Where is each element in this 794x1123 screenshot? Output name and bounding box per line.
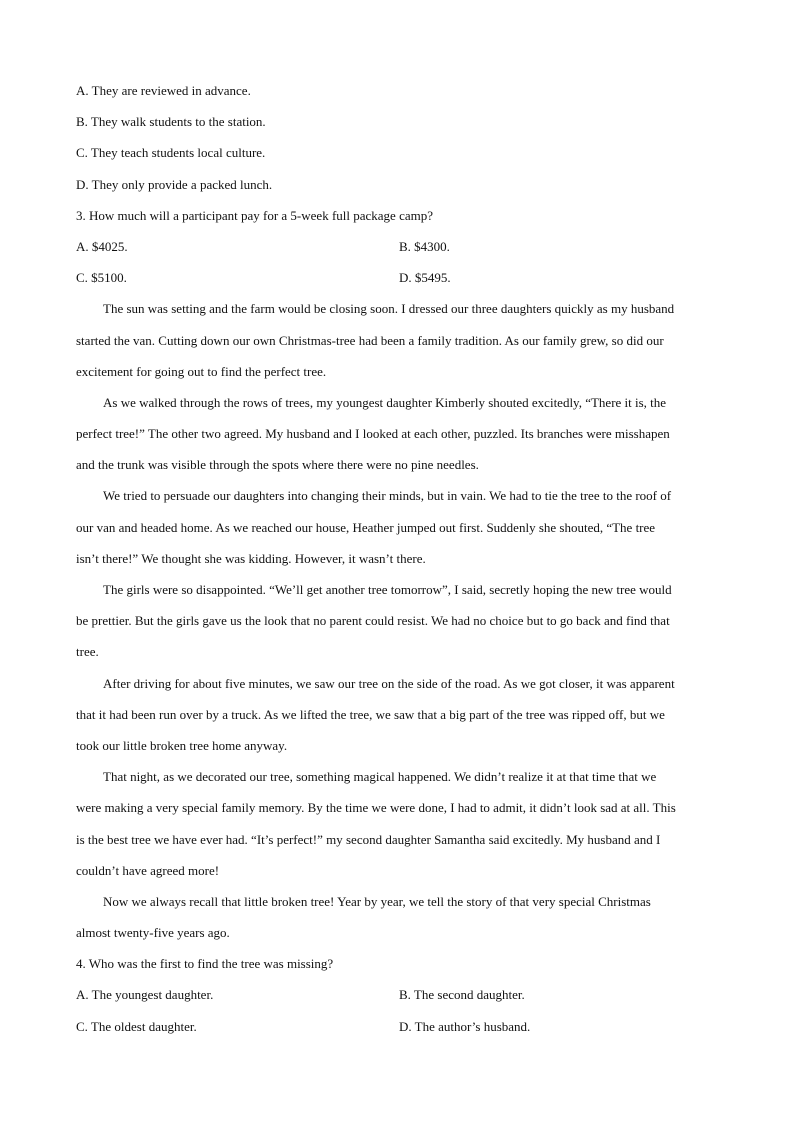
- passage-line: be prettier. But the girls gave us the look that no parent could resist. We had no choice but to go back and find that: [76, 613, 670, 629]
- q2-option-a: A. They are reviewed in advance.: [76, 83, 251, 98]
- passage-line: That night, as we decorated our tree, something magical happened. We didn’t realize it at that time that we: [103, 769, 657, 785]
- passage-line: that it had been run over by a truck. As we lifted the tree, we saw that a big part of the tree was ripped off, but we: [76, 706, 665, 722]
- passage-line: almost twenty-five years ago.: [76, 925, 230, 941]
- q2-option-b: B. They walk students to the station.: [76, 114, 266, 130]
- passage-line: isn’t there!” We thought she was kidding. However, it wasn’t there.: [76, 550, 426, 566]
- passage-line: started the van. Cutting down our own Christmas-tree had been a family tradition. As our family grew, so did our: [76, 332, 664, 348]
- passage-line: and the trunk was visible through the spots where there were no pine needles.: [76, 457, 479, 473]
- q3-option-b: B. $4300.: [399, 238, 450, 254]
- reading-passage: [76, 298, 724, 953]
- passage-line: The sun was setting and the farm would be closing soon. I dressed our three daughters quickly as my husband: [103, 301, 675, 317]
- passage-line: perfect tree!” The other two agreed. My husband and I looked at each other, puzzled. Its branches were misshapen: [76, 426, 670, 442]
- passage-line: were making a very special family memory. By the time we were done, I had to admit, it didn’t look sad at all. This: [76, 800, 676, 816]
- passage-line: As we walked through the rows of trees, my youngest daughter Kimberly shouted excitedly, “There it is, the: [103, 394, 667, 410]
- q3-options-row-2: [76, 267, 724, 298]
- q4-option-d: D. The author’s husband.: [399, 1018, 531, 1034]
- document-page: [76, 80, 724, 1047]
- q2-option-d: D. They only provide a packed lunch.: [76, 176, 273, 192]
- passage-line: The girls were so disappointed. “We’ll get another tree tomorrow”, I said, secretly hoping the new tree would: [103, 582, 672, 597]
- q3-block: [76, 205, 724, 299]
- passage-line: is the best tree we have ever had. “It’s perfect!” my second daughter Samantha said excitedly. My husband and I: [76, 831, 661, 847]
- q4-option-a: A. The youngest daughter.: [76, 987, 214, 1003]
- paragraph: [76, 485, 724, 579]
- paragraph: [76, 298, 724, 392]
- passage-line: Now we always recall that little broken tree! Year by year, we tell the story of that very special Christmas: [103, 893, 651, 909]
- q3-option-d: D. $5495.: [399, 270, 451, 286]
- paragraph: [76, 766, 724, 891]
- paragraph: [76, 579, 724, 673]
- q3-option-a: A. $4025.: [76, 238, 128, 254]
- q2-options: [76, 80, 724, 205]
- passage-line: excitement for going out to find the perfect tree.: [76, 363, 327, 379]
- q4-question: 4. Who was the first to find the tree was missing?: [76, 956, 334, 972]
- passage-line: couldn’t have agreed more!: [76, 862, 220, 878]
- passage-line: tree.: [76, 644, 99, 660]
- paragraph: [76, 392, 724, 486]
- paragraph: [76, 891, 724, 953]
- passage-line: After driving for about five minutes, we saw our tree on the side of the road. As we got closer, it was apparent: [103, 675, 675, 691]
- q2-option-c: C. They teach students local culture.: [76, 145, 266, 161]
- q4-options-row-2: [76, 1016, 724, 1047]
- paragraph: [76, 673, 724, 767]
- q4-option-b: B. The second daughter.: [399, 987, 525, 1003]
- passage-line: We tried to persuade our daughters into changing their minds, but in vain. We had to tie the tree to the roof of: [103, 488, 672, 504]
- passage-line: our van and headed home. As we reached our house, Heather jumped out first. Suddenly she shouted, “The tree: [76, 519, 656, 535]
- q4-options-row-1: [76, 984, 724, 1015]
- q4-block: [76, 953, 724, 1047]
- q3-question: 3. How much will a participant pay for a 5-week full package camp?: [76, 207, 433, 223]
- q3-option-c: C. $5100.: [76, 270, 127, 286]
- q3-options-row-1: [76, 236, 724, 267]
- passage-line: took our little broken tree home anyway.: [76, 737, 288, 753]
- q4-option-c: C. The oldest daughter.: [76, 1018, 197, 1034]
